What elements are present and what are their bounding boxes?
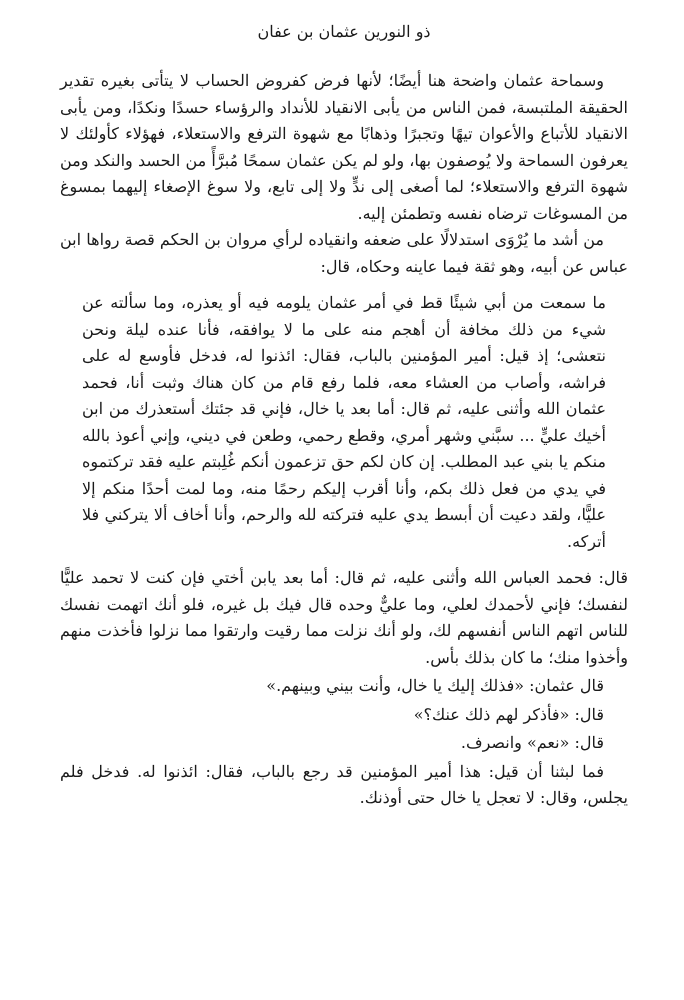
running-header: ذو النورين عثمان بن عفان [257,22,431,41]
paragraph: وسماحة عثمان واضحة هنا أيضًا؛ لأنها فرض كفروض الحساب لا يتأتى بغيره تقدير الحقيقة الملتبسة، فمن الناس من يأبى الانقياد للأنداد والرؤساء حسدًا ونكدًا، ومن يأبى الانقياد للأتباع والأعوان تيهًا وتجبرًا وذهابًا مع شهوة الترفع والاستعلاء، فهؤلاء كأولئك لا يعرفون السماحة ولا يُوصفون بها، ولو لم يكن عثمان سمحًا مُبرَّأً من الحسد والنكد ومن شهوة الترفع والاستعلاء؛ لما أصغى إلى ندٍّ ولا إلى تابع، ولا سوغ الإصغاء إليهما بمسوغ من المسوغات ترضاه نفسه وتطمئن إليه. [60,71,628,223]
dialogue-line: قال: «نعم» وانصرف. [460,733,604,752]
paragraph: قال: فحمد العباس الله وأثنى عليه، ثم قال: أما بعد يابن أختي فإن كنت لا تحمد عليًّا لنفسك؛ فإني لأحمدك لعلي، وما عليٌّ وحده قال فيك بل غيره، فلو أنك اتهمت نفسك للناس اتهم الناس أنفسهم لك، ولو أنك نزلت مما رقيت وارتقوا مما نزلوا فأخذت منهم وأخذوا منك؛ ما كان بذلك بأس. [60,568,628,667]
dialogue-line: قال: «فأذكر لهم ذلك عنك؟» [413,704,604,724]
body-text [60,68,628,812]
paragraph: فما لبثنا أن قيل: هذا أمير المؤمنين قد رجع بالباب، فقال: ائذنوا له. فدخل فلم يجلس، وقال: لا تعجل يا خال حتى أوذنك. [60,761,628,807]
dialogue-line: قال عثمان: «فذلك إليك يا خال، وأنت بيني وبينهم.» [266,676,604,695]
paragraph: من أشد ما يُرْوَى استدلالًا على ضعفه وانقياده لرأي مروان بن الحكم قصة رواها ابن عباس عن أبيه، وهو ثقة فيما عاينه وحكاه، قال: [60,230,628,276]
book-page [60,0,628,1000]
block-quote: ما سمعت من أبي شيئًا قط في أمر عثمان يلومه فيه أو يعذره، وما سألته عن شيء من ذلك مخافة أن أهجم منه على ما لا يوافقه، فأنا عنده ليلة ونحن نتعشى؛ إذ قيل: أمير المؤمنين بالباب، فقال: ائذنوا له، فدخل فأوسع له على فراشه، وأصاب من العشاء معه، فلما رفع قام من كان هناك وثبت أنا، فحمد عثمان الله وأثنى عليه، ثم قال: أما بعد يا خال، فإني قد جئتك أستعذرك من ابن أخيك عليٍّ ... سبَّني وشهر أمري، وقطع رحمي، وطعن في ديني، وإني أعوذ بالله منكم يا بني عبد المطلب. إن كان لكم حق تزعمون أنكم غُلِبتم عليه فقد تركتموه في يدي من فعل ذلك بكم، وأنا أقرب إليكم رحمًا منه، وما لمت أحدًا منكم إلا عليًّا، ولقد دعيت أن أبسط يدي عليه فتركته لله والرحم، وأنا أخاف ألا يتركني فلا أتركه. [82,293,607,551]
